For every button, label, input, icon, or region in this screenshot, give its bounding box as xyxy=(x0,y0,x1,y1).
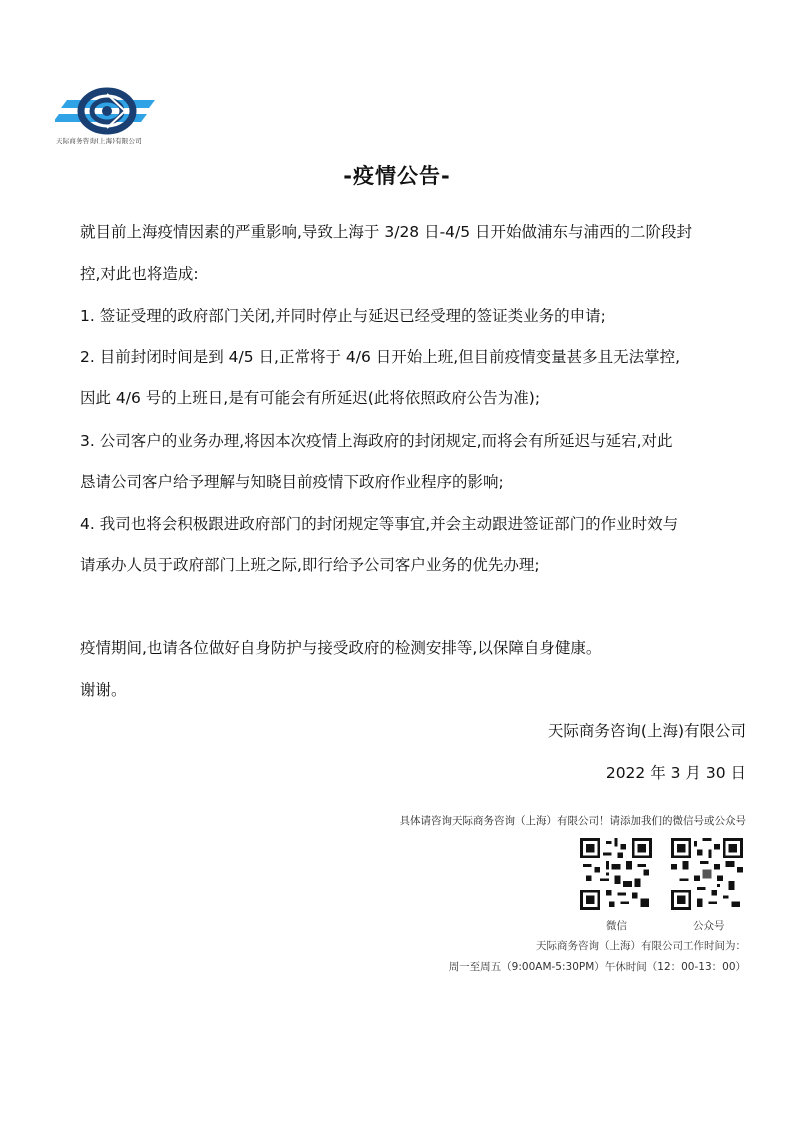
list-item-2-cont xyxy=(80,386,748,410)
working-hours-title: 天际商务咨询（上海）有限公司工作时间为： xyxy=(536,940,746,952)
list-item-4-line-2: 请承办人员于政府部门上班之际,即行给予公司客户业务的优先办理; xyxy=(80,556,540,574)
list-item-3-line-2: 恳请公司客户给予理解与知晓目前疫情下政府作业程序的影响; xyxy=(80,473,504,491)
list-item-1-line-1: 1. 签证受理的政府部门关闭,并同时停止与延迟已经受理的签证类业务的申请; xyxy=(80,307,606,325)
intro-line-1: 就目前上海疫情因素的严重影响,导致上海于 3/28 日-4/5 日开始做浦东与浦西的二阶段封 xyxy=(80,223,693,241)
list-item-4-cont xyxy=(80,553,748,577)
thanks-paragraph xyxy=(80,678,748,702)
official-account-qr-code xyxy=(671,838,743,910)
working-hours-detail: 周一至周五（9:00AM-5:30PM）午休时间（12：00-13：00） xyxy=(448,961,746,973)
list-item-2 xyxy=(80,345,748,369)
intro-paragraph-cont xyxy=(80,262,748,286)
thanks-line: 谢谢。 xyxy=(80,681,127,699)
closing-line: 疫情期间,也请各位做好自身防护与接受政府的检测安排等,以保障自身健康。 xyxy=(80,639,602,657)
logo-caption: 天际商务咨询(上海)有限公司 xyxy=(56,137,142,145)
list-item-4-line-1: 4. 我司也将会积极跟进政府部门的封闭规定等事宜,并会主动跟进签证部门的作业时效与 xyxy=(80,515,679,533)
contact-note: 具体请咨询天际商务咨询（上海）有限公司！请添加我们的微信号或公众号 xyxy=(399,815,746,827)
official-account-label: 公众号 xyxy=(693,920,725,932)
list-item-3-line-1: 3. 公司客户的业务办理,将因本次疫情上海政府的封闭规定,而将会有所延迟与延宕,对此 xyxy=(80,432,673,450)
closing-paragraph xyxy=(80,636,748,660)
signature-company: 天际商务咨询(上海)有限公司 xyxy=(547,722,746,740)
wechat-qr-code xyxy=(580,838,652,910)
list-item-3-cont xyxy=(80,470,748,494)
wechat-label: 微信 xyxy=(606,920,627,932)
logo-emblem-icon xyxy=(55,91,155,131)
list-item-1 xyxy=(80,304,748,328)
signature-date: 2022 年 3 月 30 日 xyxy=(605,764,746,782)
list-item-2-line-1: 2. 目前封闭时间是到 4/5 日,正常将于 4/6 日开始上班,但目前疫情变量甚多且无法掌控, xyxy=(80,348,681,366)
notice-title: -疫情公告- xyxy=(343,164,451,188)
list-item-3 xyxy=(80,429,748,453)
list-item-2-line-2: 因此 4/6 号的上班日,是有可能会有所延迟(此将依照政府公告为准); xyxy=(80,389,541,407)
intro-paragraph xyxy=(80,220,748,244)
intro-line-2: 控,对此也将造成: xyxy=(80,265,199,283)
list-item-4 xyxy=(80,512,748,536)
